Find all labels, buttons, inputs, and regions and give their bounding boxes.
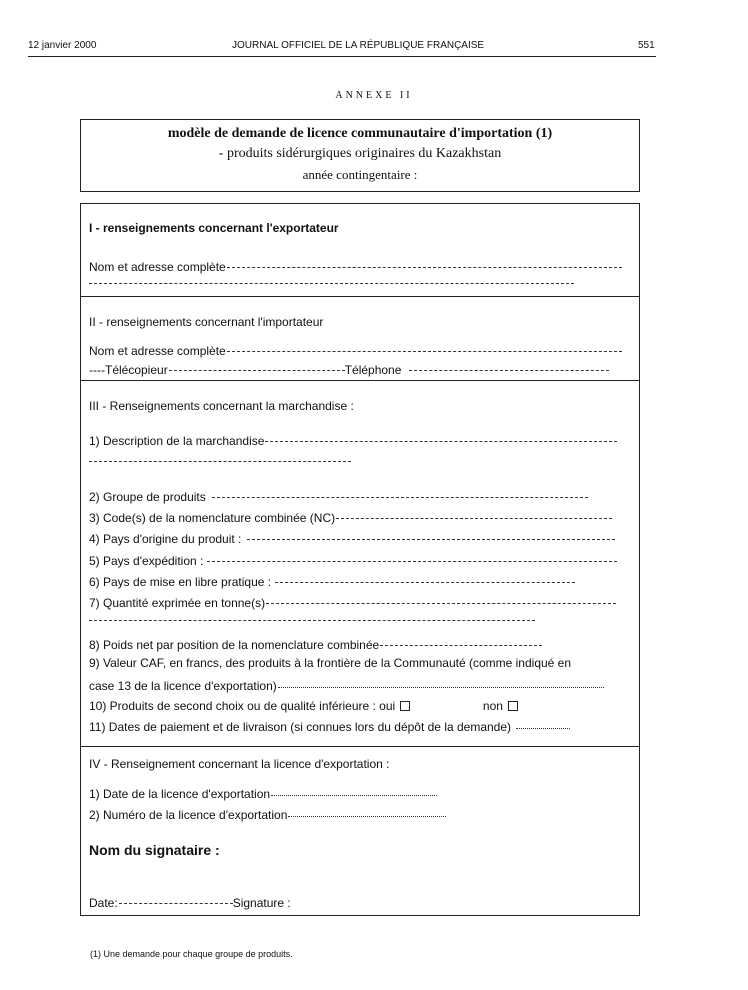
form-subtitle: - produits sidérurgiques originaires du Kazakhstan [218, 146, 502, 161]
footnote: (1) Une demande pour chaque groupe de produits. [90, 949, 293, 959]
product-group-field[interactable] [89, 490, 588, 504]
date-signature-row [89, 896, 291, 910]
signatory-name-label: Nom du signataire : [89, 842, 220, 858]
header-page-number: 551 [638, 40, 655, 51]
importer-name-field[interactable] [89, 344, 622, 358]
fax-label: ----Télécopieur [89, 363, 168, 377]
form-title: modèle de demande de licence communautaire d'importation (1) [167, 126, 553, 141]
goods-description-label: 1) Description de la marchandise [89, 434, 265, 448]
quantity-line[interactable] [89, 620, 535, 621]
signature-label: Signature : [232, 896, 291, 910]
yes-checkbox[interactable] [400, 701, 410, 711]
licence-date-label: 1) Date de la licence d'exportation [89, 787, 271, 801]
product-group-label: 2) Groupe de produits [89, 490, 206, 504]
exporter-name-label: Nom et adresse complète [89, 260, 226, 274]
nc-code-field[interactable] [89, 511, 612, 525]
date-label: Date: [89, 896, 118, 910]
section-divider [81, 380, 639, 381]
free-circulation-country-field[interactable] [89, 575, 575, 589]
header-date: 12 janvier 2000 [28, 40, 97, 51]
cif-value-label-line2: case 13 de la licence d'exportation) [89, 679, 277, 693]
cif-value-label-line1: 9) Valeur CAF, en francs, des produits à la frontière de la Communauté (comme indiqué en [89, 656, 572, 670]
payment-delivery-dates-label: 11) Dates de paiement et de livraison (si connues lors du dépôt de la demande) [89, 720, 512, 734]
annexe-label: ANNEXE II [335, 90, 413, 101]
quantity-label: 7) Quantité exprimée en tonne(s) [89, 596, 266, 610]
shipping-country-label: 5) Pays d'expédition : [89, 554, 204, 568]
licence-date-field[interactable] [89, 787, 437, 801]
cif-value-field[interactable] [89, 679, 604, 693]
net-weight-field[interactable] [89, 638, 542, 652]
header-journal-title: JOURNAL OFFICIEL DE LA RÉPUBLIQUE FRANÇAISE [232, 40, 485, 51]
section-importer-heading: II - renseignements concernant l'importateur [89, 315, 324, 329]
phone-label: Téléphone [344, 363, 402, 377]
quota-year-label: année contingentaire : [302, 167, 418, 182]
licence-number-field[interactable] [89, 808, 446, 822]
section-goods-heading: III - Renseignements concernant la marchandise : [89, 399, 354, 413]
date-field[interactable] [119, 903, 233, 904]
licence-number-label: 2) Numéro de la licence d'exportation [89, 808, 288, 822]
origin-country-label: 4) Pays d'origine du produit : [89, 532, 242, 546]
section-divider [81, 296, 639, 297]
importer-contact-field[interactable] [89, 363, 609, 377]
nc-code-label: 3) Code(s) de la nomenclature combinée (NC) [89, 511, 336, 525]
application-form [80, 203, 640, 916]
shipping-country-field[interactable] [89, 554, 617, 568]
goods-description-line[interactable] [89, 461, 351, 462]
header-rule [28, 56, 656, 57]
no-label: non [482, 699, 503, 713]
second-choice-label: 10) Produits de second choix ou de qualité inférieure : oui [89, 699, 396, 713]
no-checkbox[interactable] [508, 701, 518, 711]
section-exporter-heading: I - renseignements concernant l'exportateur [89, 221, 339, 235]
net-weight-label: 8) Poids net par position de la nomenclature combinée [89, 638, 380, 652]
section-export-licence-heading: IV - Renseignement concernant la licence d'exportation : [89, 757, 390, 771]
exporter-address-line[interactable] [89, 283, 574, 284]
section-divider [81, 746, 639, 747]
free-circulation-country-label: 6) Pays de mise en libre pratique : [89, 575, 272, 589]
form-title-box [80, 119, 640, 192]
quantity-field[interactable] [89, 596, 616, 610]
payment-delivery-dates-field[interactable] [89, 720, 570, 734]
origin-country-field[interactable] [89, 532, 615, 546]
importer-name-label: Nom et adresse complète [89, 344, 226, 358]
second-choice-row [89, 699, 518, 713]
goods-description-field[interactable] [89, 434, 617, 448]
exporter-name-field[interactable] [89, 260, 622, 274]
